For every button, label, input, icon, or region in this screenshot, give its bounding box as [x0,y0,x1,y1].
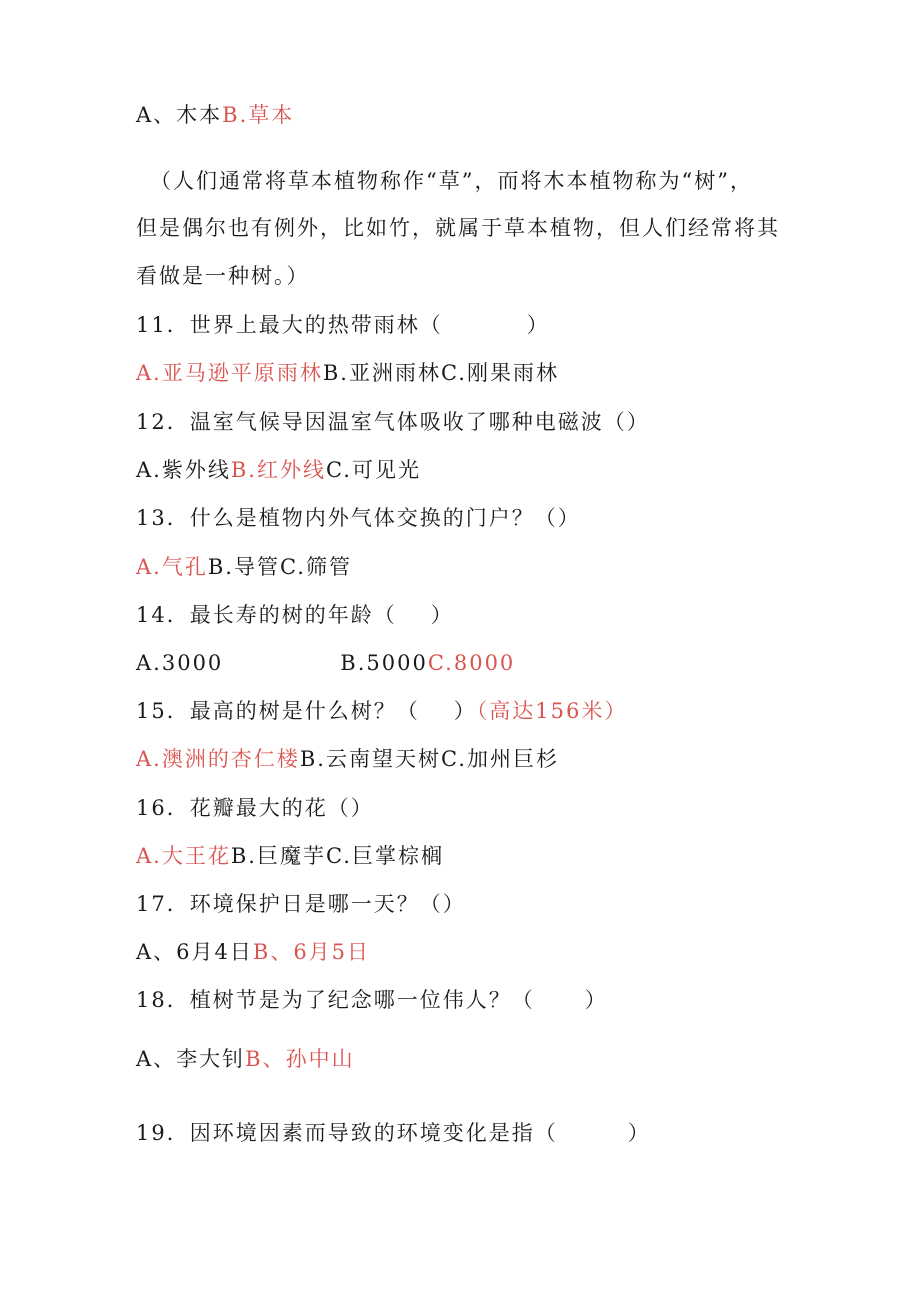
option-b: B.5000 [340,651,428,675]
q10-options [136,101,294,129]
option-a: A、6月4日 [136,940,253,964]
option-b-answer: B.红外线 [230,458,326,482]
question-15-hint: （高达156米） [476,699,628,723]
question-15-options [136,745,559,773]
question-16-options [136,842,444,870]
q10-option-a: A、木本 [136,103,223,127]
question-14-options [136,649,515,677]
option-b: B.亚洲雨林 [322,361,441,385]
question-11-text: 11．世界上最大的热带雨林（ [136,313,443,337]
option-b: B.云南望天树 [299,747,441,771]
question-12: 12．温室气候导因温室气体吸收了哪种电磁波（） [136,410,650,434]
option-b-answer: B、孙中山 [245,1047,355,1071]
q10-option-b-answer: B.草本 [222,103,295,127]
question-11-close: ） [526,313,550,337]
question-18-options [136,1045,355,1073]
question-13: 13．什么是植物内外气体交换的门户？（） [136,506,581,530]
option-c-answer: C.8000 [427,651,516,675]
option-a: A.紫外线 [136,458,231,482]
question-13-options [136,553,352,581]
option-c: C.可见光 [325,458,421,482]
option-b: B.巨魔芋 [230,844,326,868]
option-c: C.刚果雨林 [440,361,559,385]
question-14 [136,601,454,629]
option-b-answer: B、6月5日 [252,940,371,964]
question-12-options [136,456,421,484]
option-a-answer: A.澳洲的杏仁楼 [136,747,300,771]
question-19 [136,1119,651,1147]
question-14-close: ） [430,603,454,627]
option-b: B.导管 [207,555,280,579]
question-11 [136,311,550,339]
option-a-answer: A.亚马逊平原雨林 [136,361,323,385]
question-18-close: ） [584,988,608,1012]
question-17-options [136,938,370,966]
option-a: A、李大钊 [136,1047,246,1071]
question-15-text: 15．最高的树是什么树？（ [136,699,420,723]
option-a-answer: A.气孔 [136,555,208,579]
question-15 [136,697,627,725]
option-c: C.巨掌棕榈 [325,844,444,868]
note-line-2: 但是偶尔也有例外，比如竹，就属于草本植物，但人们经常将其 [136,216,780,240]
option-a-answer: A.大王花 [136,844,231,868]
question-19-text: 19．因环境因素而导致的环境变化是指（ [136,1121,558,1145]
note-line-1: （人们通常将草本植物称作“草”，而将木本植物称为“树”， [150,169,753,193]
question-14-text: 14．最长寿的树的年龄（ [136,603,397,627]
option-a: A.3000 [136,651,224,675]
note-line-3: 看做是一种树。） [136,264,310,288]
question-15-close: ） [453,699,477,723]
option-c: C.加州巨杉 [440,747,559,771]
question-19-close: ） [627,1121,651,1145]
option-c: C.筛管 [279,555,352,579]
question-11-options [136,359,559,387]
question-18 [136,986,608,1014]
question-16: 16．花瓣最大的花（） [136,796,374,820]
question-17: 17．环境保护日是哪一天？（） [136,892,466,916]
question-18-text: 18．植树节是为了纪念哪一位伟人？（ [136,988,535,1012]
